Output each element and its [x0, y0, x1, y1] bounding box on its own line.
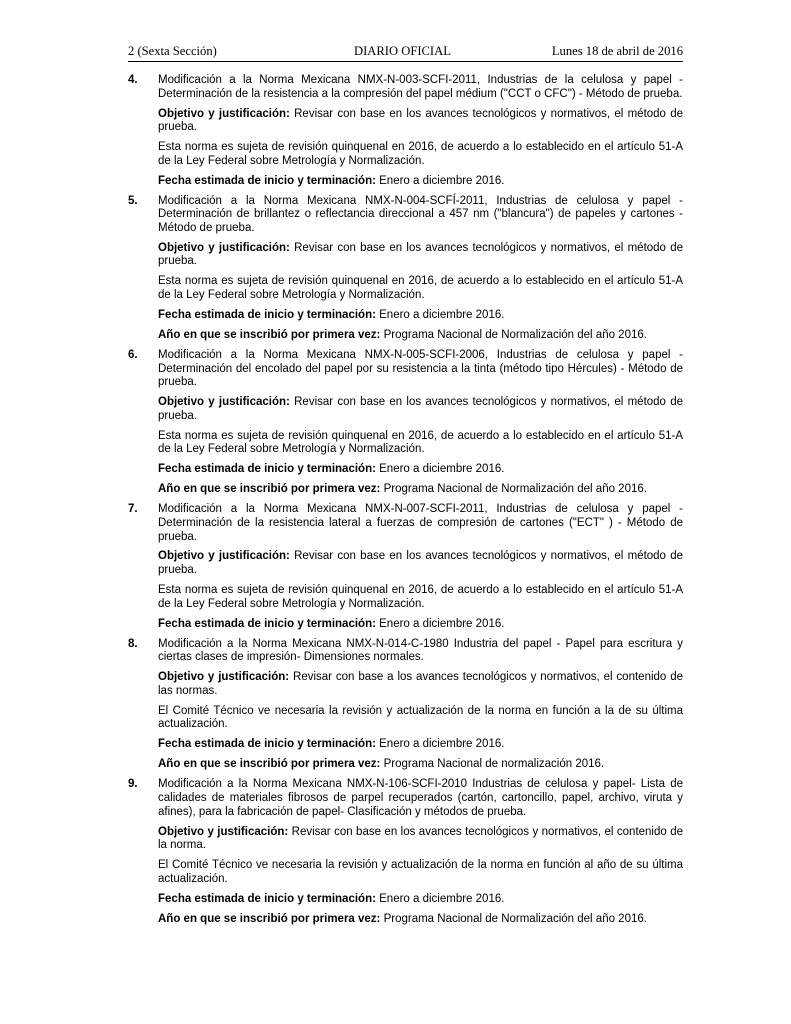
item-number: 5. — [128, 194, 138, 207]
item-number: 6. — [128, 349, 138, 362]
anio-paragraph — [158, 758, 683, 772]
publication-title: DIARIO OFICIAL — [354, 44, 451, 58]
objetivo-paragraph — [158, 826, 683, 853]
norm-item — [128, 74, 683, 188]
anio-text: Programa Nacional de normalización 2016. — [380, 758, 605, 771]
anio-paragraph — [158, 913, 683, 927]
note-paragraph: El Comité Técnico ve necesaria la revisión y actualización de la norma en función al año de su última actualización. — [158, 859, 683, 885]
objetivo-text: Revisar con base a los avances tecnológicos y normativos, el contenido de las normas. — [158, 671, 683, 697]
note-paragraph: Esta norma es sujeta de revisión quinquenal en 2016, de acuerdo a lo establecido en el artículo 51-A de la Ley Federal sobre Metrología y Normalización. — [158, 429, 683, 456]
anio-label: Año en que se inscribió por primera vez: — [158, 912, 381, 925]
note-paragraph: El Comité Técnico ve necesaria la revisión y actualización de la norma en función a la de su última actualización. — [158, 704, 683, 731]
anio-label: Año en que se inscribió por primera vez: — [158, 329, 381, 342]
page-section: 2 (Sexta Sección) — [128, 44, 217, 58]
objetivo-text: Revisar con base en los avances tecnológicos y normativos, el método de prueba. — [158, 550, 684, 577]
fecha-text: Enero a diciembre 2016. — [375, 463, 505, 476]
objetivo-label: Objetivo y justificación: — [158, 396, 290, 409]
objetivo-text: Revisar con base en los avances tecnológicos y normativos, el método de prueba. — [158, 241, 684, 268]
fecha-paragraph — [158, 463, 683, 477]
note-paragraph: Esta norma es sujeta de revisión quinquenal en 2016, de acuerdo a lo establecido en el artículo 51-A de la Ley Federal sobre Metrología y Normalización. — [158, 275, 683, 302]
norm-item — [128, 638, 683, 772]
fecha-paragraph — [158, 738, 683, 752]
objetivo-label: Objetivo y justificación: — [158, 550, 290, 563]
item-title: Modificación a la Norma Mexicana NMX-N-005-SCFI-2006, Industrias de celulosa y papel - Determinación del encolado del papel por su resistencia a la tinta (método tipo Hércules) - Método de prueba. — [158, 349, 683, 389]
objetivo-label: Objetivo y justificación: — [158, 825, 289, 838]
fecha-text: Enero a diciembre 2016. — [375, 309, 505, 322]
anio-text: Programa Nacional de Normalización del año 2016. — [380, 912, 647, 925]
item-title: Modificación a la Norma Mexicana NMX-N-014-C-1980 Industria del papel - Papel para escritura y ciertas clases de impresión- Dimensiones normales. — [158, 637, 683, 664]
fecha-paragraph — [158, 175, 683, 189]
item-title: Modificación a la Norma Mexicana NMX-N-003-SCFI-2011, Industrias de la celulosa y papel - Determinación de la resistencia a la compresión del papel médium ("CCT o CFC") - Método de prueba. — [158, 74, 683, 100]
objetivo-text: Revisar con base en los avances tecnológicos y normativos, el contenido de la norma. — [158, 825, 684, 852]
norm-item — [128, 503, 683, 631]
item-title: Modificación a la Norma Mexicana NMX-N-106-SCFI-2010 Industrias de celulosa y papel- Lista de calidades de materiales fibrosos de parpel recuperados (cartón, cartoncillo, papel, archivo, viruta y afines), para la fabricación de papel- Clasificación y métodos de prueba. — [158, 778, 683, 818]
anio-text: Programa Nacional de Normalización del año 2016. — [380, 483, 647, 496]
document-body — [128, 74, 683, 933]
fecha-label: Fecha estimada de inicio y terminación: — [158, 738, 376, 751]
anio-paragraph — [158, 483, 683, 497]
norm-item — [128, 349, 683, 497]
item-number: 8. — [128, 637, 138, 650]
fecha-text: Enero a diciembre 2016. — [375, 892, 505, 905]
fecha-label: Fecha estimada de inicio y terminación: — [158, 463, 376, 476]
objetivo-paragraph — [158, 550, 683, 577]
objetivo-paragraph — [158, 108, 683, 135]
fecha-text: Enero a diciembre 2016. — [375, 738, 505, 751]
norm-item — [128, 778, 683, 926]
anio-paragraph — [158, 329, 683, 343]
item-number: 7. — [128, 503, 138, 516]
objetivo-paragraph — [158, 396, 683, 423]
item-number: 9. — [128, 778, 138, 791]
objetivo-label: Objetivo y justificación: — [158, 671, 290, 684]
header-rule — [128, 61, 683, 62]
item-title: Modificación a la Norma Mexicana NMX-N-004-SCFÍ-2011, Industrias de celulosa y papel - Determinación de brillantez o reflectancia direccional a 457 nm ("blancura") de papeles y cartones - Método de prueba. — [158, 194, 683, 234]
objetivo-paragraph — [158, 242, 683, 269]
note-paragraph: Esta norma es sujeta de revisión quinquenal en 2016, de acuerdo a lo establecido en el artículo 51-A de la Ley Federal sobre Metrología y Normalización. — [158, 584, 683, 610]
objetivo-paragraph — [158, 671, 683, 698]
fecha-label: Fecha estimada de inicio y terminación: — [158, 617, 376, 630]
fecha-paragraph — [158, 309, 683, 323]
anio-label: Año en que se inscribió por primera vez: — [158, 758, 381, 771]
fecha-label: Fecha estimada de inicio y terminación: — [158, 309, 376, 322]
fecha-text: Enero a diciembre 2016. — [375, 174, 505, 187]
norm-item — [128, 195, 683, 343]
anio-label: Año en que se inscribió por primera vez: — [158, 483, 381, 496]
objetivo-label: Objetivo y justificación: — [158, 107, 290, 120]
note-paragraph: Esta norma es sujeta de revisión quinquenal en 2016, de acuerdo a lo establecido en el artículo 51-A de la Ley Federal sobre Metrología y Normalización. — [158, 141, 683, 167]
fecha-label: Fecha estimada de inicio y terminación: — [158, 892, 376, 905]
item-number: 4. — [128, 74, 138, 86]
publication-date: Lunes 18 de abril de 2016 — [551, 44, 683, 58]
fecha-paragraph — [158, 893, 683, 907]
fecha-text: Enero a diciembre 2016. — [375, 617, 505, 630]
fecha-label: Fecha estimada de inicio y terminación: — [158, 174, 376, 187]
page-header — [128, 44, 683, 62]
item-title: Modificación a la Norma Mexicana NMX-N-007-SCFI-2011, Industrias de celulosa y papel - Determinación de la resistencia lateral a fuerzas de compresión de cartones ("ECT" ) - Método de prueba. — [158, 503, 683, 543]
objetivo-text: Revisar con base en los avances tecnológicos y normativos, el método de prueba. — [158, 107, 684, 134]
fecha-paragraph — [158, 618, 683, 632]
objetivo-label: Objetivo y justificación: — [158, 241, 290, 254]
objetivo-text: Revisar con base en los avances tecnológicos y normativos, el método de prueba. — [158, 396, 684, 422]
anio-text: Programa Nacional de Normalización del año 2016. — [380, 329, 647, 342]
